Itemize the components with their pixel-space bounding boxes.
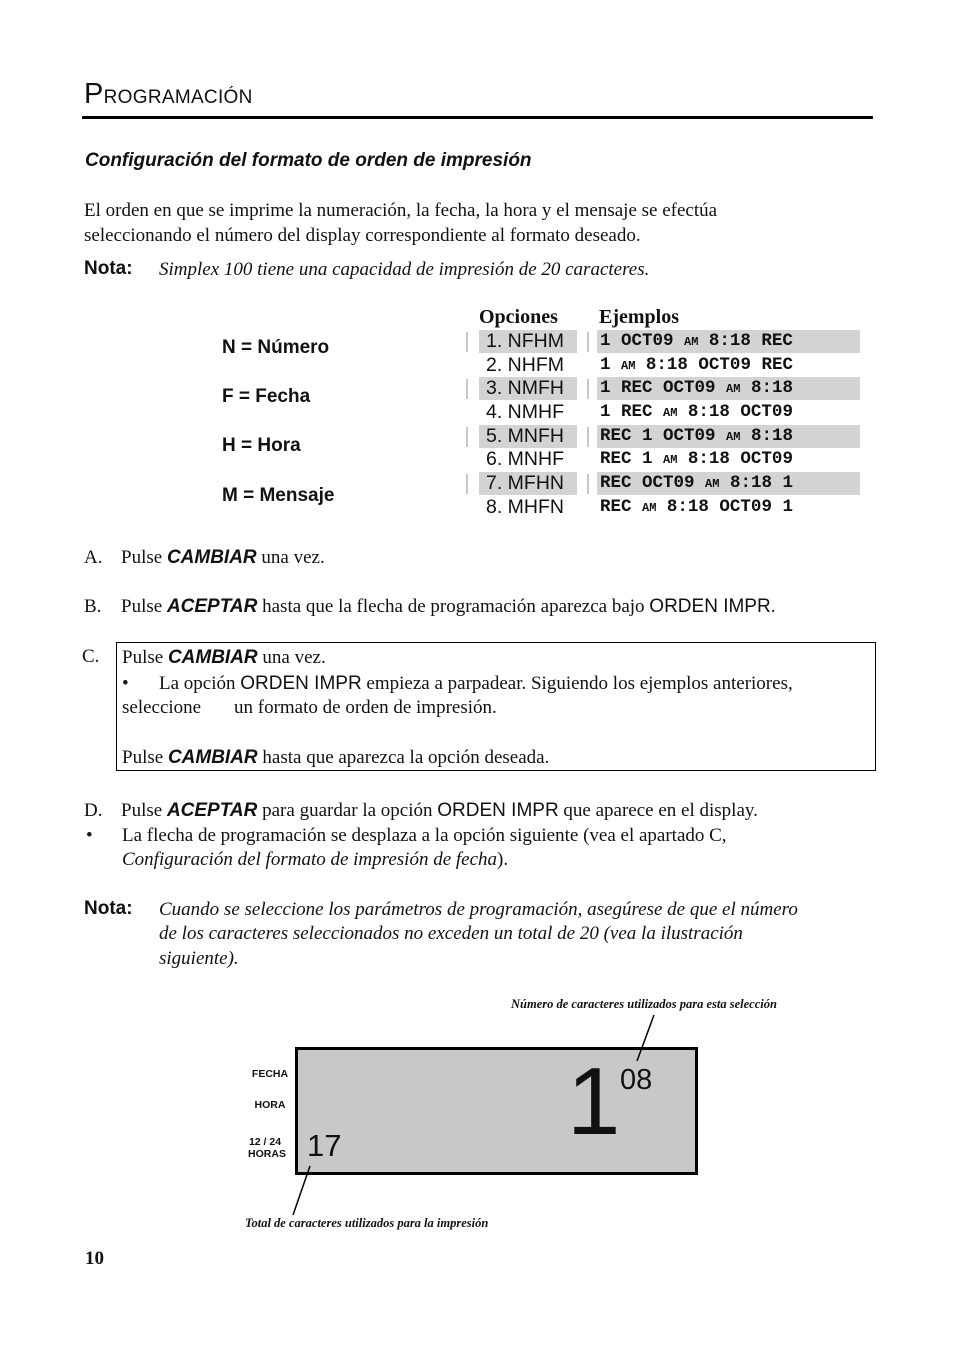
step-d-post: que aparece en el display. <box>558 800 758 821</box>
step-b-key: ACEPTAR <box>166 596 258 617</box>
step-b-end: . <box>770 596 776 617</box>
step-d-pre: Pulse <box>121 800 167 821</box>
example-pre: 1 <box>600 355 622 375</box>
note2-label: Nota: <box>84 898 133 919</box>
step-c-line1-post: una vez. <box>257 647 326 668</box>
step-d-key: ACEPTAR <box>166 800 258 821</box>
example-am: AM <box>663 406 678 420</box>
option-row: 7. MFHN <box>479 472 577 495</box>
step-c-letter: C. <box>82 646 100 667</box>
caption-selection-count: Número de caracteres utilizados para esta selección <box>511 997 777 1011</box>
lcd-selection-count: 08 <box>620 1064 653 1096</box>
step-c-bullet-post: empieza a parpadear. Siguiendo los ejemplos anteriores, <box>361 673 793 694</box>
note2-line-2: de los caracteres seleccionados no exceden un total de 20 (vea la ilustración <box>159 923 743 944</box>
step-d-bullet-end: ). <box>497 849 509 870</box>
step-d-bullet: • <box>86 825 93 846</box>
option-row: 2. NHFM <box>486 354 564 376</box>
lcd-total-count: 17 <box>307 1128 342 1163</box>
option-row: 5. MNFH <box>479 425 577 448</box>
lcd-big-digit: 1 <box>567 1048 621 1155</box>
intro-line-1: El orden en que se imprime la numeración, la fecha, la hora y el mensaje se efectúa <box>84 200 718 221</box>
step-c-line1-pre: Pulse <box>122 647 168 668</box>
option-row: 6. MNHF <box>486 448 564 470</box>
example-post: 8:18 1 <box>719 473 793 493</box>
step-a-pre: Pulse <box>121 547 167 568</box>
note2-line-1: Cuando se seleccione los parámetros de programación, asegúrese de que el número <box>159 899 798 920</box>
step-d-letter: D. <box>84 800 103 821</box>
step-a-post: una vez. <box>256 547 325 568</box>
step-c-bullet-line2b: un formato de orden de impresión. <box>234 697 497 718</box>
step-b-letter: B. <box>84 596 102 617</box>
example-post: 8:18 OCT09 REC <box>635 355 793 375</box>
step-c-line1-key: CAMBIAR <box>167 647 258 668</box>
step-b-tail: ORDEN IMPR <box>649 596 771 617</box>
legend-mensaje: M = Mensaje <box>222 485 335 506</box>
header-title-initial: P <box>84 78 104 110</box>
step-c-bullet-key: ORDEN IMPR <box>240 673 362 694</box>
option-row: 4. NMHF <box>486 401 564 423</box>
note2-line-3: siguiente). <box>159 948 239 969</box>
page-number: 10 <box>85 1248 104 1269</box>
example-am: AM <box>621 359 636 373</box>
header-title-rest: ROGRAMACIÓN <box>103 87 253 108</box>
example-am: AM <box>663 453 678 467</box>
example-post: 8:18 <box>740 378 793 398</box>
note1-text: Simplex 100 tiene una capacidad de impresión de 20 caracteres. <box>159 259 650 280</box>
step-d-bullet-italic: Configuración del formato de impresión de fecha <box>122 849 498 870</box>
step-d-bullet-line1: La flecha de programación se desplaza a la opción siguiente (vea el apartado C, <box>122 825 727 846</box>
example-am: AM <box>642 501 657 515</box>
examples-header: Ejemplos <box>599 306 679 328</box>
option-row: 1. NFHM <box>479 330 577 353</box>
lcd-label-horas: HORAS <box>248 1148 286 1160</box>
step-a-key: CAMBIAR <box>166 547 257 568</box>
step-c-bullet-pre: La opción <box>159 673 241 694</box>
step-d-tail: ORDEN IMPR <box>437 800 559 821</box>
example-pre: REC 1 OCT09 <box>600 426 727 446</box>
step-c-line3-pre: Pulse <box>122 747 168 768</box>
example-post: 8:18 OCT09 <box>677 449 793 469</box>
step-b-pre: Pulse <box>121 596 167 617</box>
example-pre: REC 1 <box>600 449 664 469</box>
lcd-label-hora: HORA <box>254 1099 286 1111</box>
leader-line-bottom <box>293 1166 310 1215</box>
step-c-bullet: • <box>122 673 129 694</box>
step-d-mid: para guardar la opción <box>257 800 438 821</box>
step-c-bullet-line2a: seleccione <box>122 697 202 718</box>
example-pre: 1 OCT09 <box>600 331 685 351</box>
option-row: 3. NMFH <box>479 377 577 400</box>
example-am: AM <box>726 382 741 396</box>
step-a-letter: A. <box>84 547 103 568</box>
legend-numero: N = Número <box>222 337 330 358</box>
example-post: 8:18 OCT09 <box>677 402 793 422</box>
example-post: 8:18 <box>740 426 793 446</box>
step-c-line3-key: CAMBIAR <box>167 747 258 768</box>
intro-line-2: seleccionando el número del display correspondiente al formato deseado. <box>84 225 641 246</box>
lcd-label-fecha: FECHA <box>251 1068 289 1080</box>
leader-line-top <box>637 1015 654 1061</box>
section-title: Configuración del formato de orden de impresión <box>85 150 532 171</box>
example-post: 8:18 REC <box>698 331 793 351</box>
lcd-label-12-24: 12 / 24 <box>248 1136 282 1148</box>
legend-hora: H = Hora <box>222 435 301 456</box>
example-am: AM <box>684 335 699 349</box>
step-b-post: hasta que la flecha de programación aparezca bajo <box>257 596 650 617</box>
example-pre: REC <box>600 497 643 517</box>
example-am: AM <box>705 477 720 491</box>
legend-fecha: F = Fecha <box>222 386 311 407</box>
step-c-line3-post: hasta que aparezca la opción deseada. <box>257 747 550 768</box>
example-pre: REC OCT09 <box>600 473 706 493</box>
caption-total-count: Total de caracteres utilizados para la impresión <box>245 1216 489 1230</box>
option-row: 8. MHFN <box>486 496 564 518</box>
example-am: AM <box>726 430 741 444</box>
example-post: 8:18 OCT09 1 <box>656 497 793 517</box>
options-header: Opciones <box>479 306 558 328</box>
example-pre: 1 REC OCT09 <box>600 378 727 398</box>
example-pre: 1 REC <box>600 402 664 422</box>
note1-label: Nota: <box>84 258 133 279</box>
